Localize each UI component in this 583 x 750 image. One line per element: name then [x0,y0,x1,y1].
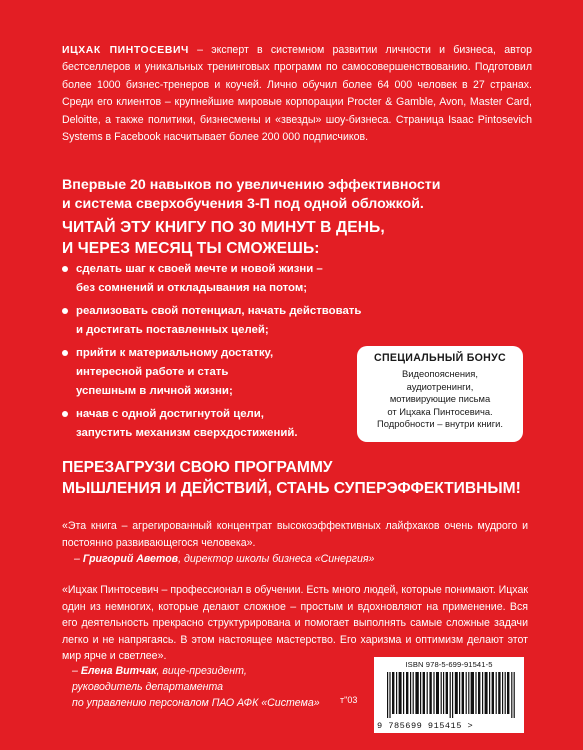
bonus-line: аудиотренинги, [406,380,474,392]
testimonial-signature [72,663,332,711]
benefit-item [62,344,372,402]
bullet-icon [62,266,68,272]
benefit-item [62,302,372,341]
testimonial-role: , вице-президент, [156,665,247,677]
testimonial-role: , директор школы бизнеса «Синергия» [178,553,375,565]
bullet-icon [62,411,68,417]
reboot-line: МЫШЛЕНИЯ И ДЕЙСТВИЙ, СТАНЬ СУПЕРЭФФЕКТИВНЫМ! [62,479,521,497]
bonus-line: Видеопояснения, [402,368,478,379]
cta-line: ЧИТАЙ ЭТУ КНИГУ ПО 30 МИНУТ В ДЕНЬ, [62,219,385,236]
publisher-mark: т"03 [340,695,358,705]
cta-line: И ЧЕРЕЗ МЕСЯЦ ТЫ СМОЖЕШЬ: [62,239,320,257]
benefit-line: прийти к материальному достатку, [76,346,274,359]
benefit-line: реализовать свой потенциал, начать действовать [76,304,362,317]
benefit-line: запустить механизм сверхдостижений. [76,427,298,440]
benefit-item [62,260,372,299]
cta-heading [62,218,532,259]
section-lead [62,176,532,214]
author-bio-text: – эксперт в системном развитии личности и бизнеса, автор бестселлеров и уникальных тренинговых программ по самосовершенствованию. Подготовил более 1000 бизнес-тренеров и коучей. Лично обучил более 64 000 человек в 27 странах. Среди его клиентов – крупнейшие мировые корпорации Procter & Gamble, Avon, Master Card, Deloitte, а также политики, бизнесмены и «звезды» шоу-бизнеса. Страница Isaac Pintosevich Systems в Facebook насчитывает более 200 000 подписчиков. [62,44,533,144]
benefit-line: интересной работе и стать [76,366,229,379]
isbn-barcode [374,657,524,733]
dash: – [74,553,83,565]
bonus-line: от Ицхака Пинтосевича. [387,405,493,417]
bonus-title: СПЕЦИАЛЬНЫЙ БОНУС [374,352,506,364]
benefits-list [62,260,372,447]
reboot-line: ПЕРЕЗАГРУЗИ СВОЮ ПРОГРАММУ [62,459,333,476]
benefit-line: и достигать поставленных целей; [76,324,269,337]
testimonial-signature [74,551,514,567]
testimonial-quote: «Ицхак Пинтосевич – профессионал в обучении. Есть много людей, которые понимают. Ицхак один из немногих, которые делают сложное – простым и вдохновляют на применение. Вся его деятельность прекрасно структурирована и помогает выполнять самые сложные задачи легко и не напрягаясь. В этом настоящее мастерство. Его харизма и оптимизм делают этот мир ярче и светлее». [62,584,528,662]
author-bio [62,42,532,146]
lead-line: и система сверхобучения 3-П под одной обложкой. [62,196,424,212]
bonus-line: Подробности – внутри книги. [376,418,504,430]
bullet-icon [62,350,68,356]
isbn-number: ISBN 978-5-699-91541-5 [405,660,493,669]
dash: – [72,665,81,677]
benefit-line: сделать шаг к своей мечте и новой жизни – [76,263,323,275]
benefit-item [62,405,372,444]
benefit-line: начав с одной достигнутой цели, [76,407,264,420]
reboot-heading [62,458,532,499]
testimonial-author: Елена Витчак [80,665,157,677]
lead-line: Впервые 20 навыков по увеличению эффективности [62,177,441,193]
barcode-digits: 9 785699 915415 > [377,721,474,731]
author-name: ИЦХАК ПИНТОСЕВИЧ [62,45,189,56]
special-bonus-box [357,346,523,442]
barcode-bars [387,672,515,718]
benefit-line: без сомнений и откладывания на потом; [76,282,308,295]
benefit-line: успешным в личной жизни; [76,385,233,398]
testimonial-role: по управлению персоналом ПАО АФК «Система» [72,697,320,709]
testimonial-author: Григорий Аветов [82,553,179,565]
testimonial-role: руководитель департамента [72,681,224,693]
testimonial-quote: «Эта книга – агрегированный концентрат высокоэффективных лайфхаков очень мудрого и постоянно развивающегося человека». [62,520,528,549]
bullet-icon [62,308,68,314]
bonus-line: мотивирующие письма [389,393,491,405]
